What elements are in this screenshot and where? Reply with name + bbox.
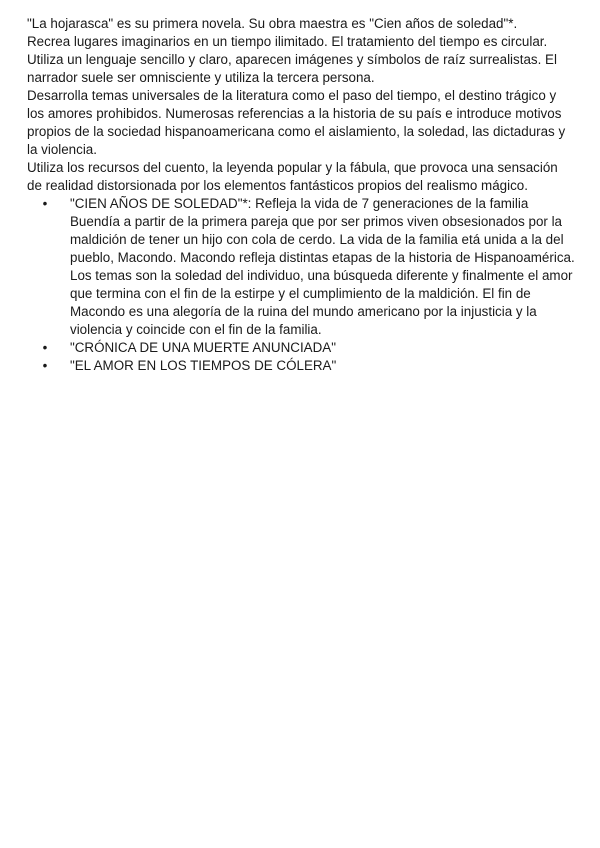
list-item-cien-anos bbox=[27, 195, 575, 339]
paragraph-resources: Utiliza los recursos del cuento, la leyenda popular y la fábula, que provoca una sensación de realidad distorsionada por los elementos fantásticos propios del realismo mágico. bbox=[27, 160, 558, 193]
list-item-text: "CRÓNICA DE UNA MUERTE ANUNCIADA" bbox=[70, 340, 336, 355]
paragraph-language-style: Utiliza un lenguaje sencillo y claro, aparecen imágenes y símbolos de raíz surrealistas. El narrador suele ser omnisciente y utiliza la tercera persona. bbox=[27, 52, 557, 85]
list-item-amor-colera bbox=[27, 357, 575, 375]
list-item-text: "CIEN AÑOS DE SOLEDAD"*: Refleja la vida de 7 generaciones de la familia Buendía a partir de la primera pareja que por ser primos viven obsesionados por la maldición de tener un hijo con cola de cerdo. La vida de la familia etá unida a la del pueblo, Macondo. Macondo refleja distintas etapas de la historia de Hispanoamérica. Los temas son la soledad del individuo, una búsqueda diferente y finalmente el amor que termina con el fin de la estirpe y el cumplimiento de la maldición. El fin de Macondo es una alegoría de la ruina del mundo americano por la injusticia y la violencia y coincide con el fin de la familia. bbox=[70, 196, 575, 337]
paragraph-first-novel: "La hojarasca" es su primera novela. Su obra maestra es "Cien años de soledad"*. bbox=[27, 16, 518, 31]
paragraph-time-treatment: Recrea lugares imaginarios en un tiempo ilimitado. El tratamiento del tiempo es circular. bbox=[27, 34, 548, 49]
works-list bbox=[27, 195, 575, 375]
list-item-cronica bbox=[27, 339, 575, 357]
bullet-icon: • bbox=[42, 340, 48, 355]
bullet-icon: • bbox=[42, 358, 48, 373]
paragraph-themes: Desarrolla temas universales de la literatura como el paso del tiempo, el destino trágico y los amores prohibidos. Numerosas referencias a la historia de su país e introduce motivos propios de la sociedad hispanoamericana como el aislamiento, la soledad, las dictaduras y la violencia. bbox=[27, 88, 566, 157]
list-item-text: "EL AMOR EN LOS TIEMPOS DE CÓLERA" bbox=[70, 358, 337, 373]
bullet-icon: • bbox=[42, 196, 48, 211]
document-body bbox=[27, 15, 575, 375]
